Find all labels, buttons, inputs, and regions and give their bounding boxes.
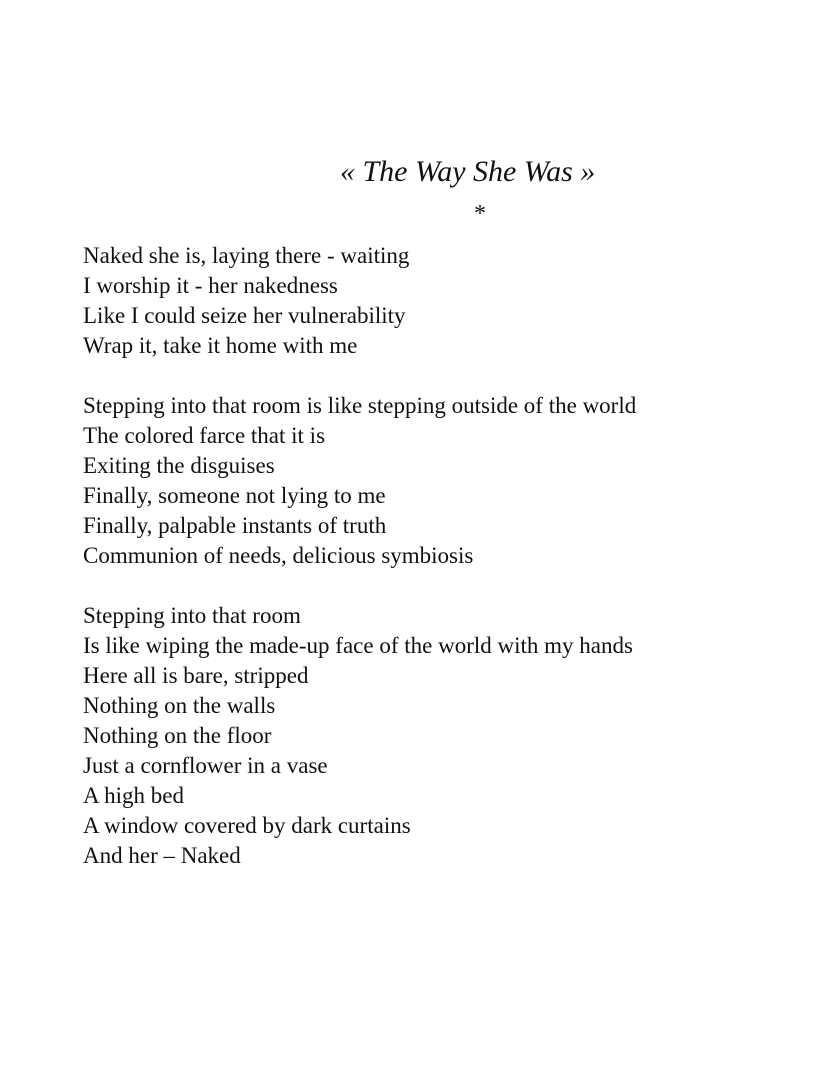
poem-line: Exiting the disguises	[83, 453, 275, 478]
poem-line: Here all is bare, stripped	[83, 663, 309, 688]
poem-line: Naked she is, laying there - waiting	[83, 243, 410, 268]
poem-line: A high bed	[83, 783, 184, 808]
poem-line: Stepping into that room	[83, 603, 301, 628]
poem-line: I worship it - her nakedness	[83, 273, 338, 298]
poem-line: Stepping into that room is like stepping outside of the world	[83, 393, 637, 418]
title-separator: *	[474, 201, 486, 227]
poem-line: Just a cornflower in a vase	[83, 753, 328, 778]
poem-line: Finally, someone not lying to me	[83, 483, 386, 508]
poem-line: Is like wiping the made-up face of the world with my hands	[83, 633, 633, 658]
poem-body	[83, 241, 636, 901]
stanza-3	[83, 601, 636, 871]
poem-line: A window covered by dark curtains	[83, 813, 411, 838]
poem-line: Like I could seize her vulnerability	[83, 303, 406, 328]
poem-title: « The Way She Was »	[340, 155, 596, 188]
poem-line: The colored farce that it is	[83, 423, 326, 448]
stanza-2	[83, 391, 636, 571]
poem-line: Nothing on the walls	[83, 693, 276, 718]
poem-line: Communion of needs, delicious symbiosis	[83, 543, 474, 568]
poem-line: Nothing on the floor	[83, 723, 272, 748]
stanza-1	[83, 241, 636, 361]
poem-line: Finally, palpable instants of truth	[83, 513, 387, 538]
poem-line: And her – Naked	[83, 843, 241, 868]
poem-line: Wrap it, take it home with me	[83, 333, 358, 358]
